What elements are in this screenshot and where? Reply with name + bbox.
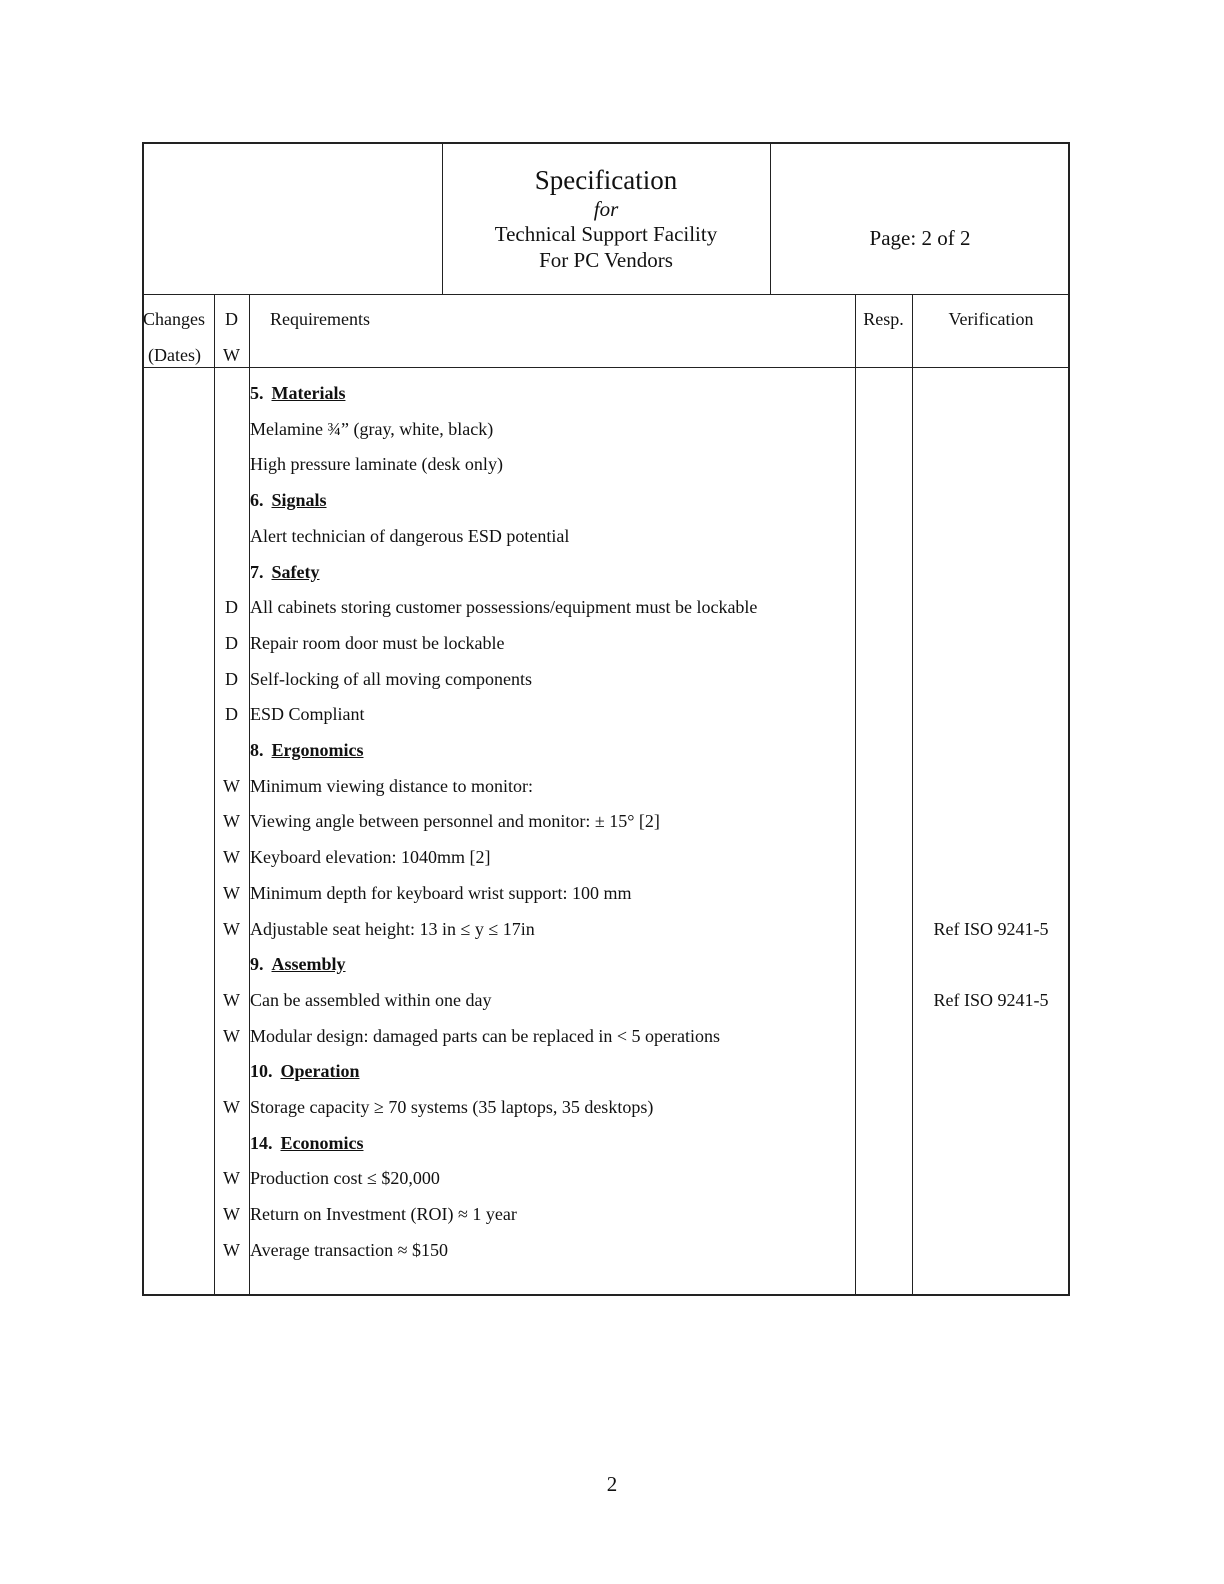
requirement-row [142, 803, 1070, 839]
demand-wish-flag: W [223, 775, 240, 796]
section-heading [142, 482, 1070, 518]
requirement-row [142, 589, 1070, 625]
column-header-w: W [223, 345, 240, 365]
document-title-for: for [593, 197, 619, 221]
section-heading [142, 732, 1070, 768]
section-heading-text [250, 383, 345, 404]
section-heading-text [250, 562, 320, 583]
requirement-row [142, 1196, 1070, 1232]
requirement-text: Melamine ¾” (gray, white, black) [250, 418, 494, 439]
requirement-row [142, 661, 1070, 697]
column-header-dates: (Dates) [148, 345, 201, 365]
requirement-text: Production cost ≤ $20,000 [250, 1168, 440, 1189]
document-subtitle-line2: For PC Vendors [539, 248, 673, 272]
section-heading [142, 554, 1070, 590]
requirement-text: Can be assembled within one day [250, 989, 492, 1010]
requirement-row [142, 911, 1070, 947]
requirement-text: Keyboard elevation: 1040mm [2] [250, 847, 491, 868]
section-number: 6. [250, 490, 264, 511]
verification-text: Ref ISO 9241-5 [933, 989, 1049, 1010]
page-indicator: Page: 2 of 2 [869, 226, 971, 250]
requirement-row [142, 768, 1070, 804]
document-subtitle-line1: Technical Support Facility [494, 222, 718, 246]
section-name: Safety [271, 561, 320, 582]
demand-wish-flag: W [223, 918, 240, 939]
section-heading-text [250, 490, 327, 511]
requirement-row [142, 411, 1070, 447]
column-header-d: D [225, 309, 238, 329]
column-header-bottom-rule [142, 367, 1070, 368]
requirement-row [142, 446, 1070, 482]
demand-wish-flag: W [223, 811, 240, 832]
section-number: 9. [250, 954, 264, 975]
requirement-text: ESD Compliant [250, 704, 365, 725]
requirement-text: Alert technician of dangerous ESD potential [250, 525, 570, 546]
requirement-text: Minimum viewing distance to monitor: [250, 775, 533, 796]
header-bottom-rule [142, 294, 1070, 295]
section-heading-text [250, 1133, 364, 1154]
demand-wish-flag: W [223, 1168, 240, 1189]
requirement-row [142, 518, 1070, 554]
demand-wish-flag: W [223, 882, 240, 903]
requirement-text: Minimum depth for keyboard wrist support: 100 mm [250, 882, 632, 903]
section-heading-text [250, 954, 346, 975]
column-header-changes: Changes [143, 309, 205, 329]
requirement-text: Self-locking of all moving components [250, 668, 532, 689]
page-number-footer: 2 [606, 1472, 618, 1496]
section-heading [142, 1125, 1070, 1161]
section-name: Economics [280, 1132, 364, 1153]
requirement-row [142, 1018, 1070, 1054]
demand-wish-flag: W [223, 989, 240, 1010]
document-title-block [442, 163, 770, 273]
section-name: Assembly [271, 954, 346, 975]
requirement-text: Adjustable seat height: 13 in ≤ y ≤ 17in [250, 918, 535, 939]
demand-wish-flag: W [223, 1204, 240, 1225]
requirement-text: Return on Investment (ROI) ≈ 1 year [250, 1204, 517, 1225]
section-number: 8. [250, 740, 264, 760]
section-name: Ergonomics [271, 740, 364, 760]
demand-wish-flag: W [223, 1025, 240, 1046]
demand-wish-flag: W [223, 847, 240, 868]
requirement-text: Modular design: damaged parts can be replaced in < 5 operations [250, 1025, 720, 1046]
requirement-row [142, 875, 1070, 911]
section-heading [142, 1053, 1070, 1089]
requirement-row [142, 982, 1070, 1018]
section-number: 10. [250, 1061, 273, 1082]
demand-wish-flag: D [225, 704, 238, 725]
demand-wish-flag: W [223, 1239, 240, 1260]
demand-wish-flag: W [223, 1097, 240, 1117]
requirement-row [142, 839, 1070, 875]
section-heading-text [250, 1061, 360, 1082]
requirement-text: Average transaction ≈ $150 [250, 1239, 448, 1260]
demand-wish-flag: D [225, 632, 238, 653]
requirement-text: High pressure laminate (desk only) [250, 454, 503, 475]
section-name: Signals [271, 490, 327, 511]
column-header-requirements: Requirements [270, 309, 370, 329]
section-name: Operation [280, 1061, 360, 1082]
column-header-resp: Resp. [863, 309, 904, 329]
requirement-row [142, 1232, 1070, 1268]
header-divider-right [770, 142, 771, 294]
requirement-row [142, 696, 1070, 732]
requirement-text: All cabinets storing customer possessions/equipment must be lockable [250, 597, 758, 618]
section-name: Materials [271, 383, 346, 403]
section-number: 7. [250, 561, 264, 582]
requirement-text: Repair room door must be lockable [250, 632, 505, 653]
section-number: 14. [250, 1132, 273, 1153]
document-title: Specification [534, 165, 678, 195]
column-header-verification: Verification [948, 309, 1034, 329]
requirement-row [142, 1089, 1070, 1125]
requirement-text: Viewing angle between personnel and monitor: ± 15° [2] [250, 811, 660, 832]
demand-wish-flag: D [225, 597, 238, 618]
section-heading [142, 375, 1070, 411]
requirement-row [142, 625, 1070, 661]
demand-wish-flag: D [225, 668, 238, 689]
section-heading-text [250, 740, 364, 761]
section-heading [142, 946, 1070, 982]
section-number: 5. [250, 383, 264, 403]
verification-text: Ref ISO 9241-5 [933, 918, 1049, 939]
requirement-row [142, 1160, 1070, 1196]
requirement-text: Storage capacity ≥ 70 systems (35 laptops, 35 desktops) [250, 1097, 654, 1117]
